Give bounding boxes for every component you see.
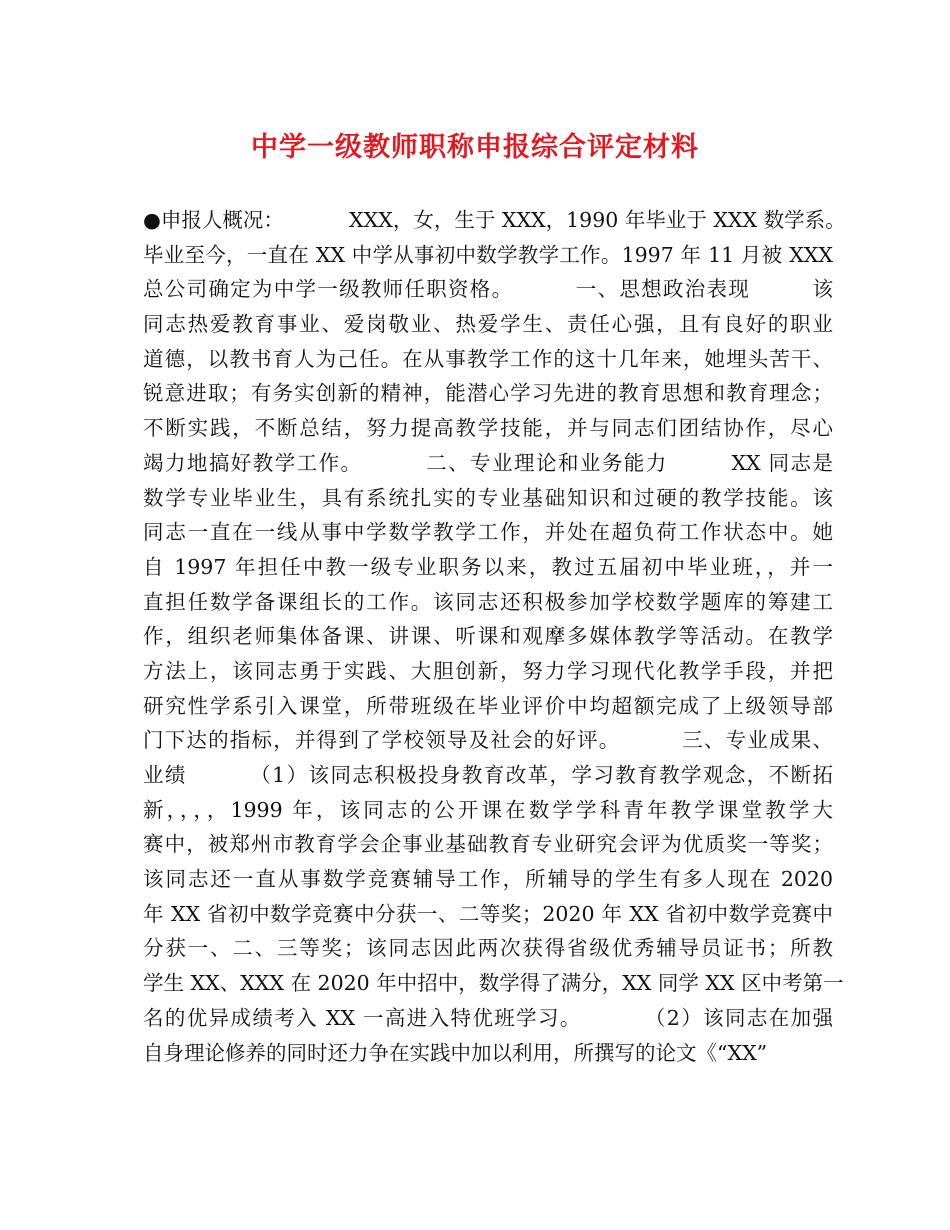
text-line: 名的优异成绩考入 XX 一高进入特优班学习。 （2）该同志在加强 [143,1005,833,1030]
text-line: 道德，以教书育人为己任。在从事教学工作的这十几年来，她埋头苦干、 [143,346,833,371]
text-line: 学生 XX、XXX 在 2020 年中招中，数学得了满分，XX 同学 XX 区中考第一 [143,971,844,996]
text-line: 该同志还一直从事数学竞赛辅导工作，所辅导的学生有多人现在 2020 [143,867,833,892]
text-line: 门下达的指标，并得到了学校领导及社会的好评。 三、专业成果、 [143,728,833,753]
text-line: 同志一直在一线从事中学数学教学工作，并处在超负荷工作状态中。她 [143,520,833,545]
text-line: 赛中，被郑州市教育学会企事业基础教育专业研究会评为优质奖一等奖； [143,832,833,857]
text-line: 自身理论修养的同时还力争在实践中加以利用，所撰写的论文《“XX” [143,1040,768,1065]
text-line: 数学专业毕业生，具有系统扎实的专业基础知识和过硬的教学技能。该 [143,485,833,510]
text-line: 研究性学系引入课堂，所带班级在毕业评价中均超额完成了上级领导部 [143,693,833,718]
document-title: 中学一级教师职称申报综合评定材料 [251,132,699,163]
text-line: 年 XX 省初中数学竞赛中分获一、二等奖；2020 年 XX 省初中数学竞赛中 [143,901,833,926]
text-line: 新，，，，1999 年，该同志的公开课在数学学科青年教学课堂教学大 [143,797,833,822]
text-line: 作，组织老师集体备课、讲课、听课和观摩多媒体教学等活动。在教学 [143,624,833,649]
text-line: 业绩 （1）该同志积极投身教育改革，学习教育教学观念，不断拓 [143,763,833,787]
text-line: 毕业至今，一直在 XX 中学从事初中数学教学工作。1997 年 11 月被 XXX [143,242,833,267]
text-line: 同志热爱教育事业、爱岗敬业、热爱学生、责任心强，且有良好的职业 [143,312,833,337]
text-line: 总公司确定为中学一级教师任职资格。 一、思想政治表现 该 [143,277,833,302]
text-line: 竭力地搞好教学工作。 二、专业理论和业务能力 XX 同志是 [143,450,833,475]
text-line: 分获一、二、三等奖；该同志因此两次获得省级优秀辅导员证书；所教 [143,936,833,961]
text-line: ●申报人概况： XXX，女，生于 XXX，1990 年毕业于 XXX 数学系。 [143,208,846,232]
text-line: 方法上，该同志勇于实践、大胆创新，努力学习现代化教学手段，并把 [143,658,833,683]
document-body [143,203,846,1070]
text-line: 锐意进取；有务实创新的精神，能潜心学习先进的教育思想和教育理念； [143,381,833,406]
text-line: 直担任数学备课组长的工作。该同志还积极参加学校数学题库的筹建工 [143,589,833,614]
text-line: 自 1997 年担任中教一级专业职务以来，教过五届初中毕业班，，并一 [143,554,833,579]
text-line: 不断实践，不断总结，努力提高教学技能，并与同志们团结协作，尽心 [143,416,833,441]
